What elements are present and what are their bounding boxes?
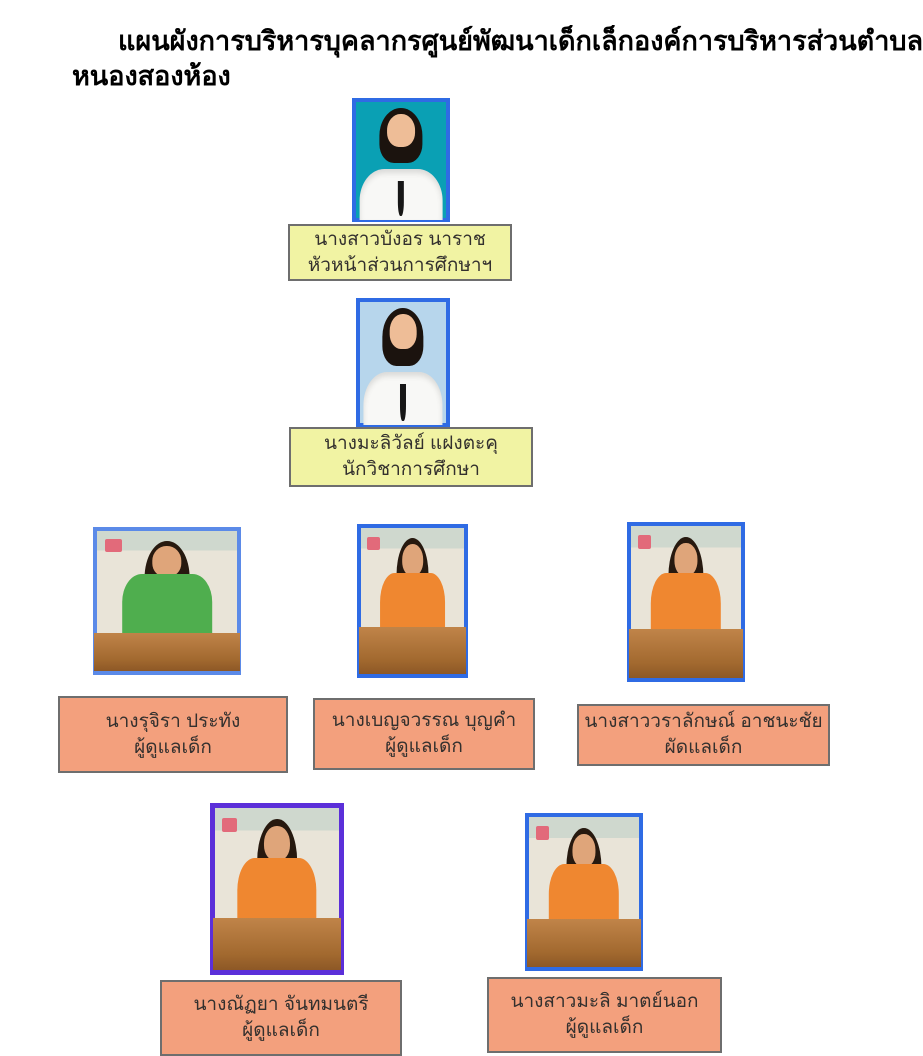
portrait-photo-caregiver-4 <box>210 803 344 975</box>
tie-illustration <box>400 384 406 420</box>
portrait-illustration <box>215 808 339 970</box>
person-position: นักวิชาการศึกษา <box>342 459 480 480</box>
portrait-illustration <box>97 531 237 671</box>
face-illustration <box>572 834 595 867</box>
person-position: ผู้ดูแลเด็ก <box>565 1017 644 1038</box>
person-name: นางมะลิวัลย์ แฝงตะคุ <box>324 433 498 454</box>
desk-illustration <box>213 918 342 970</box>
face-illustration <box>264 826 290 862</box>
tie-illustration <box>398 181 404 216</box>
desk-illustration <box>359 627 466 674</box>
portrait-photo-caregiver-3 <box>627 522 745 682</box>
classroom-decor <box>367 537 379 550</box>
portrait-illustration <box>529 817 639 967</box>
page-title <box>72 24 923 94</box>
portrait-photo-caregiver-2 <box>357 524 468 678</box>
page-title-line1: แผนผังการบริหารบุคลากรศูนย์พัฒนาเด็กเล็กองค์การบริหารส่วนตำบล <box>118 26 923 56</box>
name-label-head <box>288 224 512 281</box>
portrait-photo-head <box>352 98 450 222</box>
page-title-line2: หนองสองห้อง <box>72 61 231 91</box>
person-name: นางสาวมะลิ มาตย์นอก <box>510 991 699 1012</box>
portrait-photo-caregiver-5 <box>525 813 643 971</box>
person-position: ผู้ดูแลเด็ก <box>385 736 463 757</box>
portrait-illustration <box>356 102 446 218</box>
person-position: ผู้ดูแลเด็ก <box>242 1020 320 1041</box>
name-label-caregiver-5 <box>487 977 722 1053</box>
face-illustration <box>402 544 424 576</box>
name-label-caregiver-1 <box>58 696 288 773</box>
classroom-decor <box>105 539 122 552</box>
desk-illustration <box>94 633 240 671</box>
person-name: นางเบญจวรรณ บุญคำ <box>331 710 517 731</box>
portrait-illustration <box>360 302 446 423</box>
name-label-caregiver-4 <box>160 980 402 1056</box>
portrait-photo-academic <box>356 298 450 427</box>
name-label-caregiver-2 <box>313 698 535 770</box>
face-illustration <box>390 314 417 349</box>
person-name: นางสาววราลักษณ์ อาชนะชัย <box>584 711 823 732</box>
person-position: ผัดแลเด็ก <box>664 737 743 758</box>
person-name: นางณัฏยา จันทมนตรี <box>193 994 369 1015</box>
face-illustration <box>152 546 181 577</box>
person-position: หัวหน้าส่วนการศึกษาฯ <box>307 254 493 276</box>
face-illustration <box>674 543 697 576</box>
desk-illustration <box>629 629 743 678</box>
desk-illustration <box>527 919 641 967</box>
name-label-caregiver-3 <box>577 704 830 766</box>
portrait-illustration <box>631 526 741 678</box>
portrait-photo-caregiver-1 <box>93 527 241 675</box>
face-illustration <box>387 114 415 148</box>
person-name: นางรุจิรา ประทัง <box>105 710 241 732</box>
classroom-decor <box>536 826 549 840</box>
person-name: นางสาวบังอร นาราช <box>314 228 486 250</box>
classroom-decor <box>222 818 237 833</box>
classroom-decor <box>638 535 651 549</box>
portrait-illustration <box>361 528 464 674</box>
person-position: ผู้ดูแลเด็ก <box>134 736 212 758</box>
name-label-academic <box>289 427 533 487</box>
